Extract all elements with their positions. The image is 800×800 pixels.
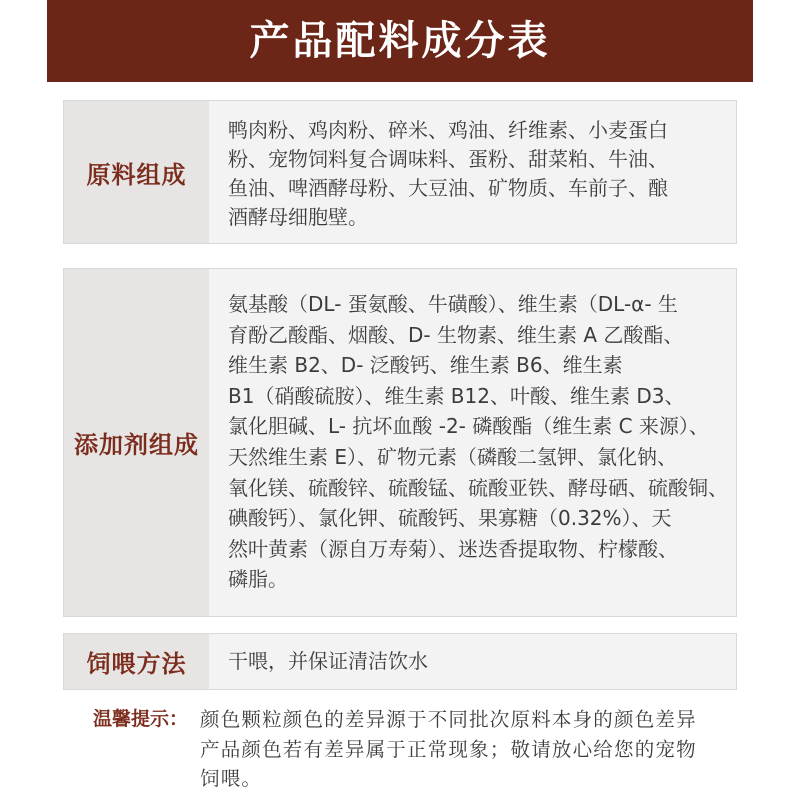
feeding-method-label: 饲喂方法 [86, 650, 187, 678]
feeding-method-row [63, 633, 737, 690]
ingredients-line: 鸭肉粉、鸡肉粉、碎米、鸡油、纤维素、小麦蛋白 [228, 118, 668, 142]
feeding-method-content [209, 634, 736, 689]
additives-line: 氯化胆碱、L- 抗坏血酸 -2- 磷酸酯（维生素 C 来源）、 [228, 414, 709, 439]
feeding-method-line: 干喂，并保证清洁饮水 [228, 649, 428, 673]
additives-line: 氧化镁、硫酸锌、硫酸锰、硫酸亚铁、酵母硒、硫酸铜、 [228, 475, 728, 500]
additives-label-cell [64, 269, 209, 616]
note-label: 温馨提示： [93, 708, 189, 730]
ingredients-line: 酒酵母细胞壁。 [228, 205, 368, 229]
additives-line: 氨基酸（DL- 蛋氨酸、牛磺酸）、维生素（DL-α- 生 [228, 292, 678, 316]
additives-row [63, 268, 737, 617]
additives-content [209, 269, 736, 616]
page-title: 产品配料成分表 [249, 18, 551, 64]
additives-line: 磷脂。 [228, 567, 288, 592]
ingredients-line: 鱼油、啤酒酵母粉、大豆油、矿物质、车前子、酿 [228, 176, 668, 200]
note-line: 颜色颗粒颜色的差异源于不同批次原料本身的颜色差异 [200, 708, 697, 731]
additives-line: 碘酸钙）、氯化钾、硫酸钙、果寡糖（0.32%）、天 [228, 506, 672, 531]
note-text [200, 705, 697, 794]
additives-line: 然叶黄素（源自万寿菊）、迷迭香提取物、柠檬酸、 [228, 536, 678, 561]
page-header [47, 0, 753, 82]
feeding-method-label-cell [64, 634, 209, 689]
additives-line: 天然维生素 E）、矿物元素（磷酸二氢钾、氯化钠、 [228, 444, 677, 469]
additives-line: B1（硝酸硫胺）、维生素 B12、叶酸、维生素 D3、 [228, 383, 685, 408]
note-line: 产品颜色若有差异属于正常现象；敬请放心给您的宠物 [200, 737, 697, 761]
ingredients-label-cell [64, 101, 209, 243]
additives-line: 育酚乙酸酯、烟酸、D- 生物素、维生素 A 乙酸酯、 [228, 322, 684, 347]
ingredients-line: 粉、宠物饲料复合调味料、蛋粉、甜菜粕、牛油、 [228, 147, 668, 171]
ingredients-label: 原料组成 [86, 160, 187, 189]
ingredients-row [63, 100, 737, 244]
ingredients-content [209, 101, 736, 243]
note-line: 饲喂。 [200, 767, 263, 790]
additives-label: 添加剂组成 [74, 431, 199, 459]
additives-line: 维生素 B2、D- 泛酸钙、维生素 B6、维生素 [228, 353, 623, 378]
